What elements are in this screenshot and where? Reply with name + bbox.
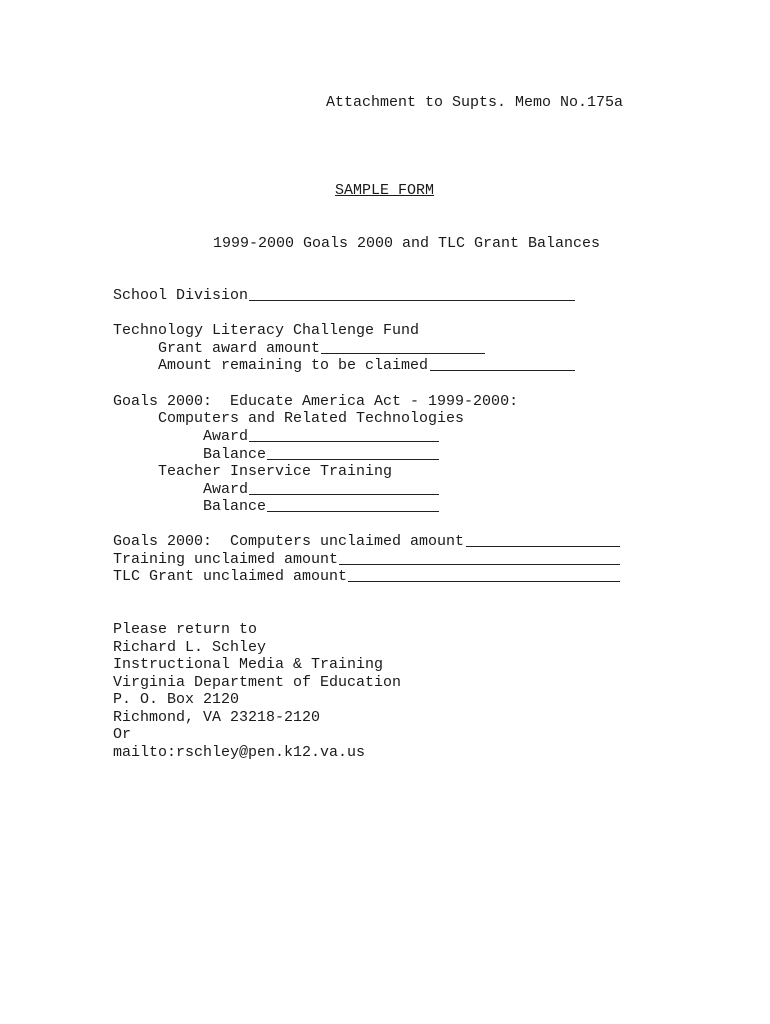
return-or: Or (113, 726, 132, 743)
memo-reference: Attachment to Supts. Memo No.175a (326, 94, 624, 111)
computers-balance-label: Balance (203, 446, 267, 463)
training-balance-label: Balance (203, 498, 267, 515)
tlc-unclaimed-label: TLC Grant unclaimed amount (113, 568, 348, 585)
training-heading: Teacher Inservice Training (158, 463, 393, 480)
return-po-box: P. O. Box 2120 (113, 691, 240, 708)
computers-balance-field[interactable] (267, 459, 439, 460)
grant-award-field[interactable] (321, 353, 485, 354)
school-division-field[interactable] (249, 300, 575, 301)
form-title: SAMPLE FORM (335, 182, 435, 199)
return-email-link[interactable]: mailto:rschley@pen.k12.va.us (113, 744, 366, 761)
school-division-label: School Division (113, 287, 249, 304)
tlc-unclaimed-field[interactable] (348, 581, 620, 582)
training-award-label: Award (203, 481, 249, 498)
computers-unclaimed-field[interactable] (466, 546, 620, 547)
amount-remaining-field[interactable] (430, 370, 575, 371)
computers-award-label: Award (203, 428, 249, 445)
form-subtitle: 1999-2000 Goals 2000 and TLC Grant Balances (213, 235, 601, 252)
return-intro: Please return to (113, 621, 258, 638)
return-department: Virginia Department of Education (113, 674, 402, 691)
amount-remaining-label: Amount remaining to be claimed (158, 357, 429, 374)
return-city: Richmond, VA 23218-2120 (113, 709, 321, 726)
computers-award-field[interactable] (249, 441, 439, 442)
training-unclaimed-label: Training unclaimed amount (113, 551, 339, 568)
training-balance-field[interactable] (267, 511, 439, 512)
tlc-heading: Technology Literacy Challenge Fund (113, 322, 420, 339)
computers-unclaimed-label: Goals 2000: Computers unclaimed amount (113, 533, 465, 550)
return-name: Richard L. Schley (113, 639, 267, 656)
return-office: Instructional Media & Training (113, 656, 384, 673)
computers-heading: Computers and Related Technologies (158, 410, 465, 427)
grant-award-label: Grant award amount (158, 340, 321, 357)
goals-heading: Goals 2000: Educate America Act - 1999-2000: (113, 393, 519, 410)
training-award-field[interactable] (249, 494, 439, 495)
training-unclaimed-field[interactable] (339, 564, 620, 565)
